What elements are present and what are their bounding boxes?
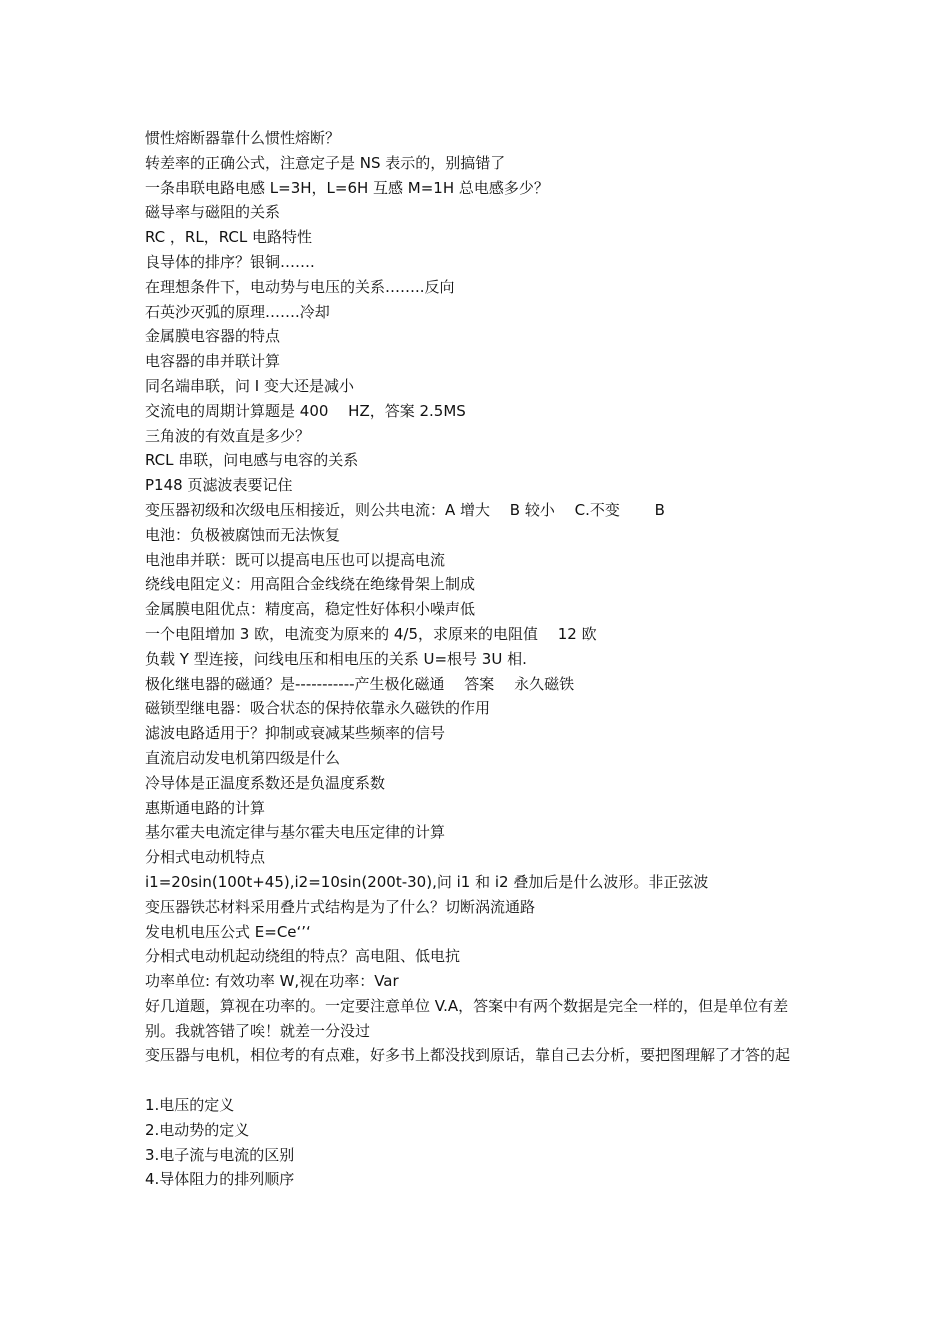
note-line: 转差率的正确公式，注意定子是 NS 表示的，别搞错了	[145, 153, 506, 172]
note-line: 一条串联电路电感 L=3H，L=6H 互感 M=1H 总电感多少？	[145, 178, 549, 197]
note-line: 电池：负极被腐蚀而无法恢复	[145, 525, 341, 544]
note-line: 电池串并联：既可以提高电压也可以提高电流	[145, 550, 446, 569]
note-line: 电容器的串并联计算	[145, 352, 281, 371]
note-line: i1=20sin(100t+45),i2=10sin(200t-30),问 i1 和 i2 叠加后是什么波形。非正弦波	[145, 872, 709, 891]
note-paragraph: 变压器与电机，相位考的有点难，好多书上都没找到原话，靠自己去分析，要把图理解了才答的起	[145, 1046, 791, 1065]
note-line: 磁锁型继电器：吸合状态的保持依靠永久磁铁的作用	[145, 699, 491, 718]
note-line: 功率单位: 有效功率 W,视在功率：Var	[145, 972, 399, 991]
note-line: 负载 Y 型连接，问线电压和相电压的关系 U=根号 3U 相.	[145, 649, 527, 668]
note-line: 变压器初级和次级电压相接近，则公共电流：A 增大 B 较小 C.不变 B	[145, 500, 665, 519]
notes-paragraphs	[145, 994, 815, 1068]
note-line: 在理想条件下，电动势与电压的关系……..反向	[145, 277, 455, 296]
blank-line	[145, 1068, 815, 1093]
note-line: 磁导率与磁阻的关系	[145, 203, 281, 222]
note-line: 三角波的有效直是多少？	[145, 426, 311, 445]
note-line: 同名端串联，问 I 变大还是减小	[145, 376, 354, 395]
note-line: 变压器铁芯材料采用叠片式结构是为了什么？切断涡流通路	[145, 897, 536, 916]
list-item: 2.电动势的定义	[145, 1120, 250, 1139]
list-item: 4.导体阻力的排列顺序	[145, 1170, 295, 1189]
note-line: 惠斯通电路的计算	[145, 798, 266, 817]
note-line: 金属膜电容器的特点	[145, 327, 281, 346]
note-line: 基尔霍夫电流定律与基尔霍夫电压定律的计算	[145, 823, 446, 842]
note-line: 绕线电阻定义：用高阻合金线绕在绝缘骨架上制成	[145, 575, 476, 594]
list-item: 1.电压的定义	[145, 1096, 235, 1115]
note-line: 石英沙灭弧的原理…….冷却	[145, 302, 330, 321]
note-line: 惯性熔断器靠什么惯性熔断？	[145, 129, 341, 147]
notes-lines	[145, 126, 815, 994]
document-body	[145, 126, 815, 1192]
note-line: 极化继电器的磁通？是-----------产生极化磁通 答案 永久磁铁	[145, 674, 575, 693]
note-line: 分相式电动机起动绕组的特点？高电阻、低电抗	[145, 947, 461, 966]
note-line: 直流启动发电机第四级是什么	[145, 748, 341, 767]
note-line: 交流电的周期计算题是 400 HZ，答案 2.5MS	[145, 401, 466, 420]
note-line: 良导体的排序？银铜…….	[145, 252, 315, 271]
note-line: 冷导体是正温度系数还是负温度系数	[145, 773, 386, 792]
note-line: P148 页滤波表要记住	[145, 476, 293, 495]
note-line: 金属膜电阻优点：精度高，稳定性好体积小噪声低	[145, 600, 476, 619]
note-line: 分相式电动机特点	[145, 848, 266, 867]
question-list	[145, 1093, 815, 1192]
note-line: RCL 串联，问电感与电容的关系	[145, 451, 359, 470]
note-line: RC ，RL，RCL 电路特性	[145, 228, 312, 247]
note-line: 滤波电路适用于？抑制或衰减某些频率的信号	[145, 724, 446, 743]
note-paragraph: 好几道题，算视在功率的。一定要注意单位 V.A，答案中有两个数据是完全一样的，但是单位有差别。我就答错了唉！就差一分没过	[145, 996, 789, 1040]
list-item: 3.电子流与电流的区别	[145, 1145, 295, 1164]
note-line: 一个电阻增加 3 欧，电流变为原来的 4/5，求原来的电阻值 12 欧	[145, 624, 597, 643]
note-line: 发电机电压公式 E=Ce‘’‘	[145, 922, 311, 941]
